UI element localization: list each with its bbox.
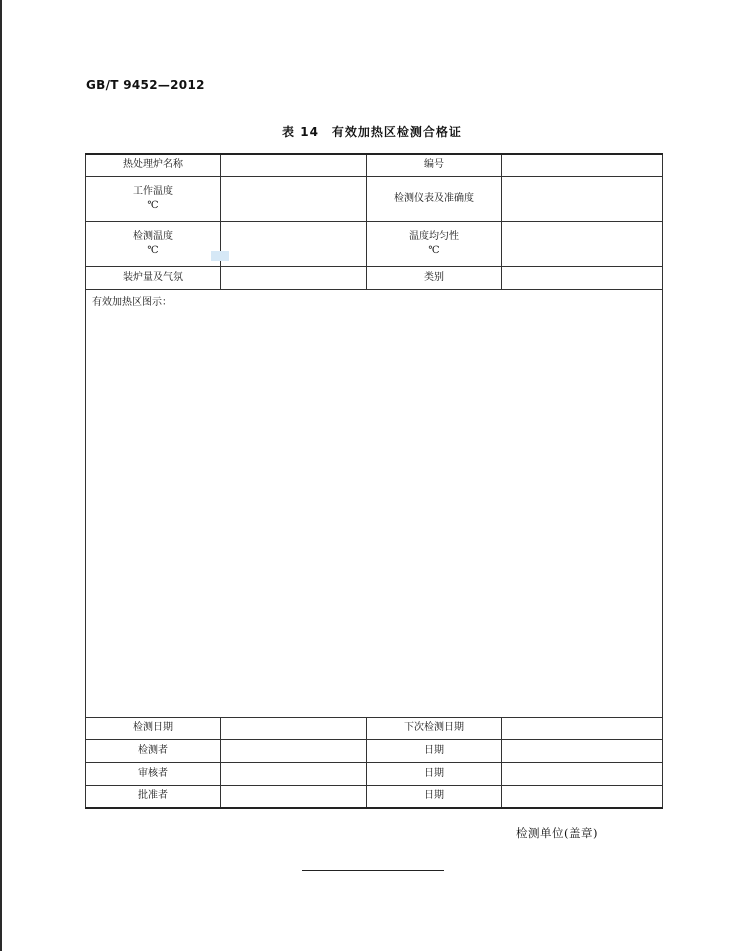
table-row bbox=[86, 289, 663, 717]
instrument-accuracy-label: 检测仪表及准确度 bbox=[367, 176, 502, 221]
reviewer-date-label: 日期 bbox=[367, 762, 502, 785]
tester-date-value[interactable] bbox=[502, 739, 663, 762]
certificate-table bbox=[85, 153, 663, 809]
table-row bbox=[86, 785, 663, 808]
standard-code: GB/T 9452—2012 bbox=[86, 78, 205, 92]
temp-uniformity-text: 温度均匀性 bbox=[409, 230, 459, 242]
end-of-document-rule bbox=[302, 870, 444, 871]
heating-zone-diagram-label: 有效加热区图示： bbox=[92, 296, 172, 308]
temp-uniformity-unit: ℃ bbox=[428, 244, 440, 256]
serial-no-value[interactable] bbox=[502, 154, 663, 176]
tester-date-label: 日期 bbox=[367, 739, 502, 762]
instrument-accuracy-value[interactable] bbox=[502, 176, 663, 221]
table-row bbox=[86, 739, 663, 762]
working-temp-text: 工作温度 bbox=[133, 185, 173, 197]
tester-label: 检测者 bbox=[86, 739, 221, 762]
test-temp-value[interactable] bbox=[221, 221, 367, 266]
table-row bbox=[86, 762, 663, 785]
heating-zone-diagram-area[interactable] bbox=[86, 289, 663, 717]
watermark-mark bbox=[211, 251, 229, 261]
reviewer-date-value[interactable] bbox=[502, 762, 663, 785]
approver-label: 批准者 bbox=[86, 785, 221, 808]
test-temp-unit: ℃ bbox=[147, 244, 159, 256]
table-row bbox=[86, 221, 663, 266]
furnace-name-value[interactable] bbox=[221, 154, 367, 176]
approver-value[interactable] bbox=[221, 785, 367, 808]
table-row bbox=[86, 717, 663, 739]
test-temp-label bbox=[86, 221, 221, 266]
approver-date-value[interactable] bbox=[502, 785, 663, 808]
reviewer-value[interactable] bbox=[221, 762, 367, 785]
approver-date-label: 日期 bbox=[367, 785, 502, 808]
tester-value[interactable] bbox=[221, 739, 367, 762]
temp-uniformity-label bbox=[367, 221, 502, 266]
table-row bbox=[86, 154, 663, 176]
table-row bbox=[86, 176, 663, 221]
table-row bbox=[86, 266, 663, 289]
reviewer-label: 审核者 bbox=[86, 762, 221, 785]
next-test-date-label: 下次检测日期 bbox=[367, 717, 502, 739]
next-test-date-value[interactable] bbox=[502, 717, 663, 739]
furnace-name-label: 热处理炉名称 bbox=[86, 154, 221, 176]
category-value[interactable] bbox=[502, 266, 663, 289]
seal-note: 检测单位(盖章) bbox=[516, 826, 598, 840]
serial-no-label: 编号 bbox=[367, 154, 502, 176]
load-atmosphere-value[interactable] bbox=[221, 266, 367, 289]
category-label: 类别 bbox=[367, 266, 502, 289]
working-temp-value[interactable] bbox=[221, 176, 367, 221]
test-temp-text: 检测温度 bbox=[133, 230, 173, 242]
test-date-value[interactable] bbox=[221, 717, 367, 739]
page-left-border bbox=[0, 0, 2, 951]
temp-uniformity-value[interactable] bbox=[502, 221, 663, 266]
test-date-label: 检测日期 bbox=[86, 717, 221, 739]
load-atmosphere-label: 装炉量及气氛 bbox=[86, 266, 221, 289]
table-title: 表 14 有效加热区检测合格证 bbox=[282, 125, 462, 139]
working-temp-unit: ℃ bbox=[147, 199, 159, 211]
working-temp-label bbox=[86, 176, 221, 221]
